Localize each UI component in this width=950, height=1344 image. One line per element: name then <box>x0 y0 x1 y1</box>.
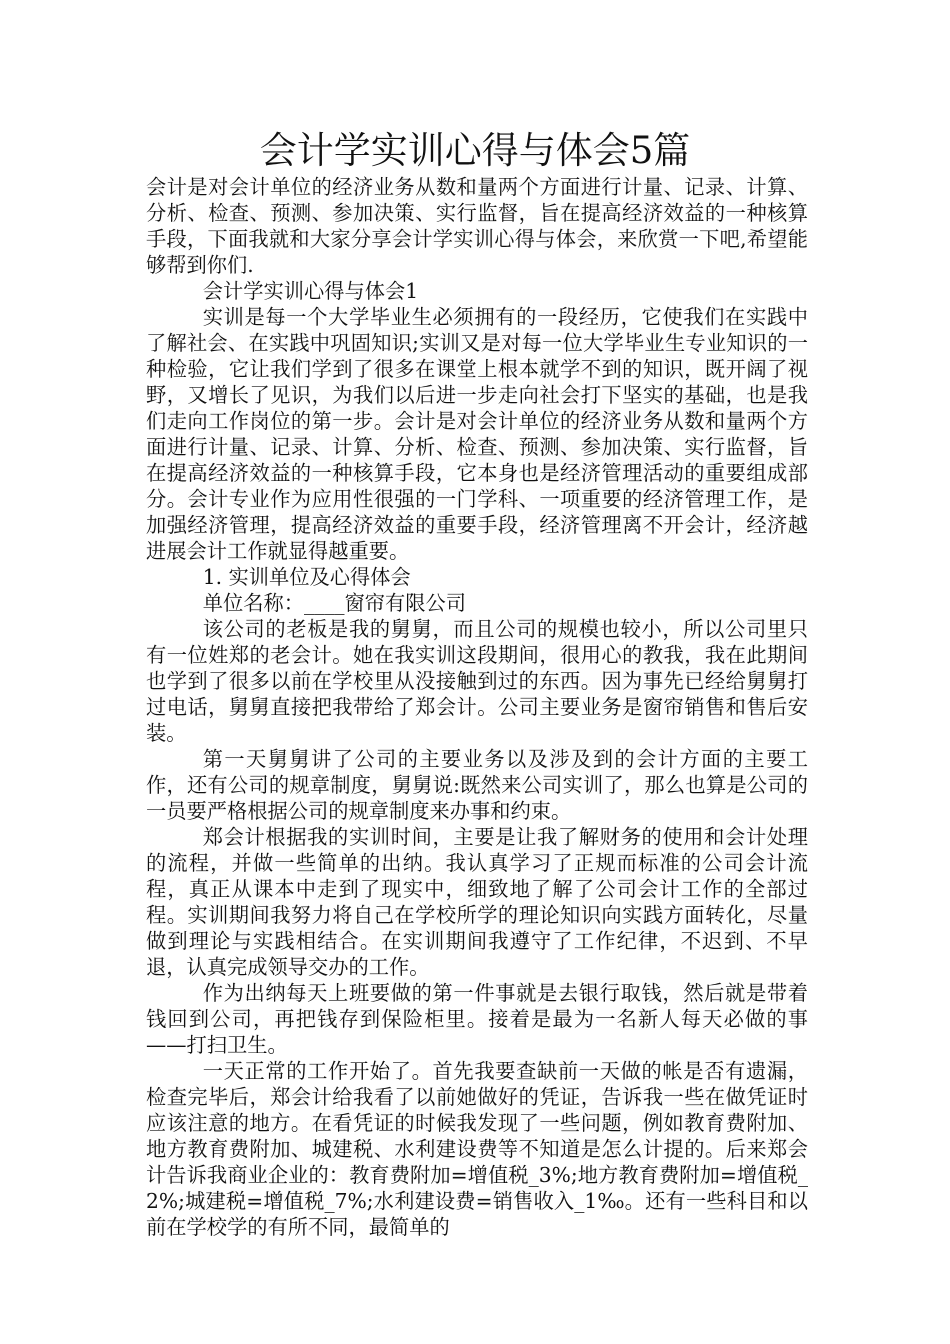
paragraph: 第一天舅舅讲了公司的主要业务以及涉及到的会计方面的主要工作，还有公司的规章制度，舅舅说:既然来公司实训了，那么也算是公司的一员要严格根据公司的规章制度来办事和约束。 <box>146 747 808 823</box>
paragraph-intro: 会计是对会计单位的经济业务从数和量两个方面进行计量、记录、计算、分析、检查、预测、参加决策、实行监督，旨在提高经济效益的一种核算手段，下面我就和大家分享会计学实训心得与体会，来欣赏一下吧,希望能够帮到你们. <box>146 175 808 277</box>
paragraph: 一天正常的工作开始了。首先我要查缺前一天做的帐是否有遗漏，检查完毕后，郑会计给我看了以前她做好的凭证，告诉我一些在做凭证时应该注意的地方。在看凭证的时候我发现了一些问题，例如教育费附加、地方教育费附加、城建税、水利建设费等不知道是怎么计提的。后来郑会计告诉我商业企业的：教育费附加=增值税_3%;地方教育费附加=增值税_2%;城建税=增值税_7%;水利建设费=销售收入_1‰。还有一些科目和以前在学校学的有所不同，最简单的 <box>146 1059 808 1239</box>
document-body <box>146 174 808 1240</box>
paragraph: 郑会计根据我的实训时间，主要是让我了解财务的使用和会计处理的流程，并做一些简单的出纳。我认真学习了正规而标准的公司会计流程，真正从课本中走到了现实中，细致地了解了公司会计工作的全部过程。实训期间我努力将自己在学校所学的理论知识向实践方面转化，尽量做到理论与实践相结合。在实训期间我遵守了工作纪律，不迟到、不早退，认真完成领导交办的工作。 <box>146 825 808 979</box>
paragraph: 实训是每一个大学毕业生必须拥有的一段经历，它使我们在实践中了解社会、在实践中巩固知识;实训又是对每一位大学毕业生专业知识的一种检验，它让我们学到了很多在课堂上根本就学不到的知识，既开阔了视野，又增长了见识，为我们以后进一步走向社会打下坚实的基础，也是我们走向工作岗位的第一步。会计是对会计单位的经济业务从数和量两个方面进行计量、记录、计算、分析、检查、预测、参加决策、实行监督，旨在提高经济效益的一种核算手段，它本身也是经济管理活动的重要组成部分。会计专业作为应用性很强的一门学科、一项重要的经济管理工作，是加强经济管理，提高经济效益的重要手段，经济管理离不开会计，经济越进展会计工作就显得越重要。 <box>146 305 808 563</box>
paragraph: 该公司的老板是我的舅舅，而且公司的规模也较小，所以公司里只有一位姓郑的老会计。她在我实训这段期间，很用心的教我，我在此期间也学到了很多以前在学校里从没接触到过的东西。因为事先已经给舅舅打过电话，舅舅直接把我带给了郑会计。公司主要业务是窗帘销售和售后安装。 <box>146 617 808 745</box>
subsection-heading: 1. 实训单位及心得体会 <box>202 565 411 589</box>
paragraph: 作为出纳每天上班要做的第一件事就是去银行取钱，然后就是带着钱回到公司，再把钱存到保险柜里。接着是最为一名新人每天必做的事——打扫卫生。 <box>146 981 808 1057</box>
section-heading-1: 会计学实训心得与体会1 <box>202 279 419 303</box>
unit-name-line: 单位名称：____窗帘有限公司 <box>202 591 466 615</box>
document-title: 会计学实训心得与体会5篇 <box>259 129 691 172</box>
